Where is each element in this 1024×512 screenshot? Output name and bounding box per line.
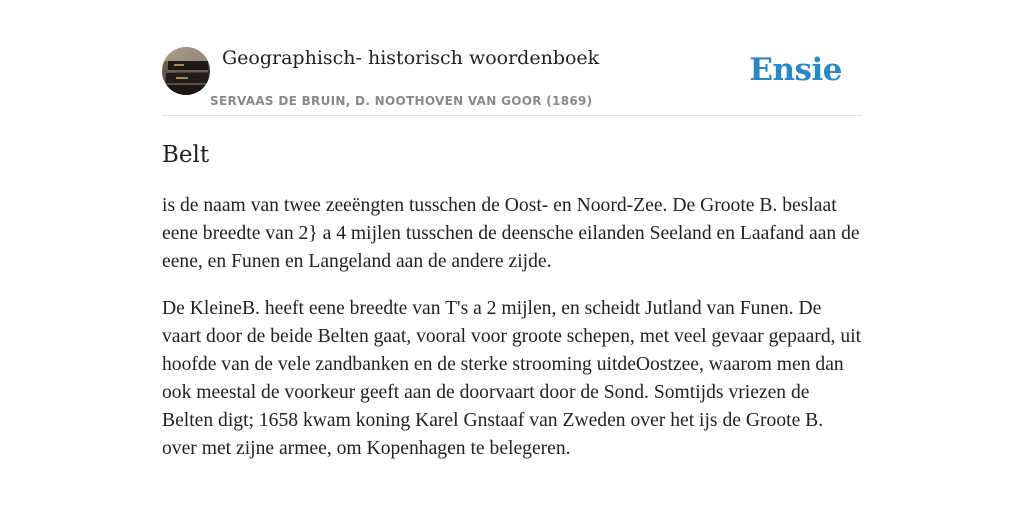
entry-title: Belt — [162, 142, 210, 168]
entry-paragraph: De KleineB. heeft eene breedte van T's a 2 mijlen, en scheidt Jutland van Funen. De vaart door de beide Belten gaat, vooral voor groote schepen, met veel gevaar gepaard, uit hoofde van de vele zandbanken en de sterke strooming uitdeOostzee, waarom men dan ook meestal de voorkeur geeft aan de doorvaart door de Sond. Somtijds vriezen de Belten digt; 1658 kwam koning Karel Gnstaaf van Zweden over het ijs de Groote B. over met zijne armee, om Kopenhagen te belegeren. — [162, 298, 862, 459]
book-title[interactable]: Geographisch- historisch woordenboek — [222, 47, 600, 69]
entry-card — [162, 0, 862, 459]
ensie-logo[interactable]: Ensie — [749, 52, 842, 88]
book-authors-year: SERVAAS DE BRUIN, D. NOOTHOVEN VAN GOOR (1869) — [210, 94, 593, 108]
entry-body — [162, 192, 862, 482]
entry-paragraph: is de naam van twee zeeëngten tusschen de Oost- en Noord-Zee. De Groote B. beslaat eene breedte van 2} a 4 mijlen tusschen de deensche eilanden Seeland en Laafand aan de eene, en Funen en Langeland aan de andere zijde. — [162, 195, 860, 272]
source-header — [162, 0, 862, 116]
book-cover-icon[interactable] — [162, 47, 210, 95]
